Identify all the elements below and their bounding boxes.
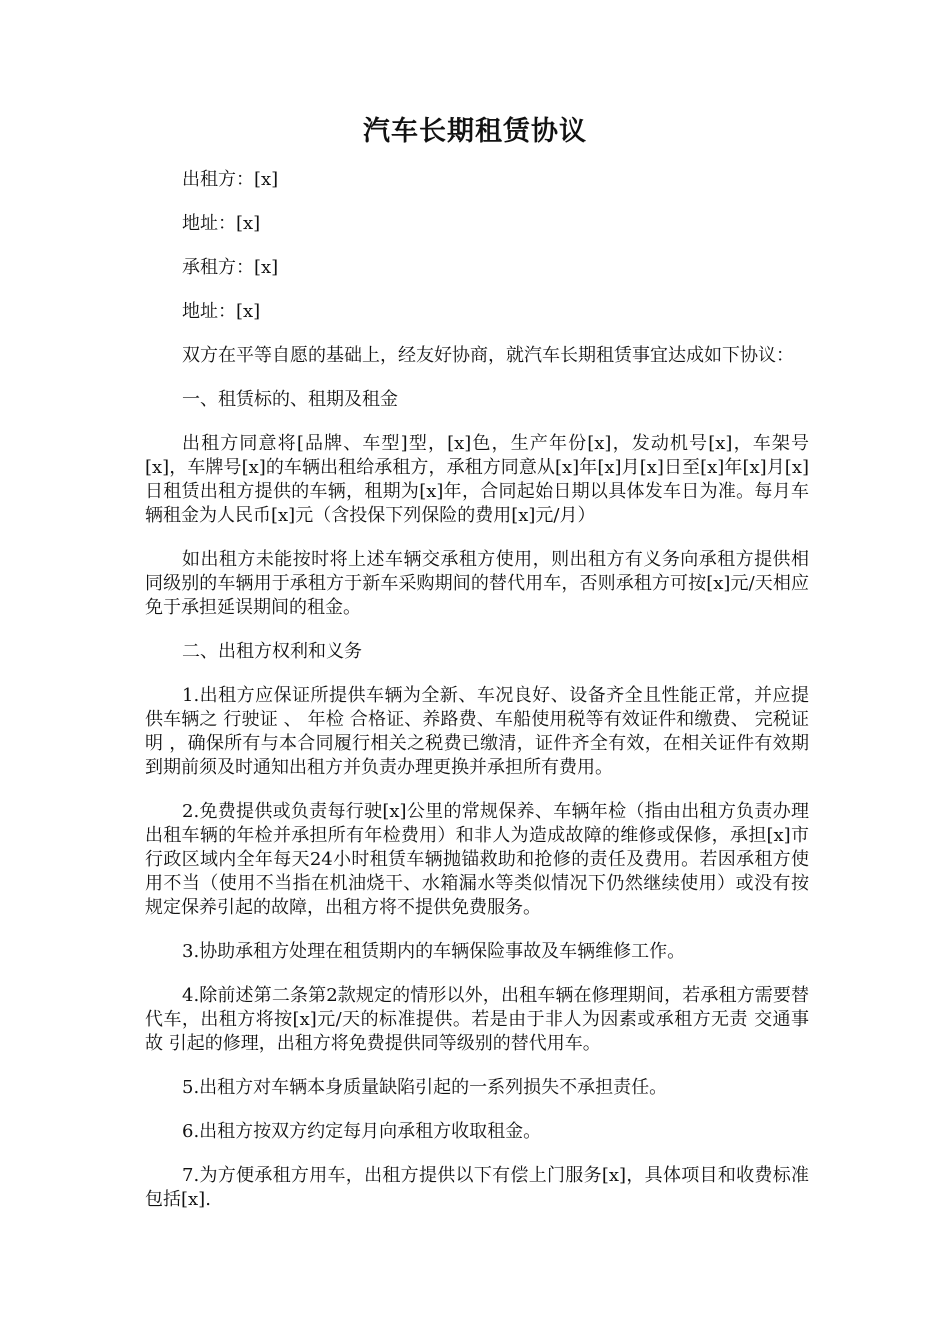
- clause-2-3: 3.协助承租方处理在租赁期内的车辆保险事故及车辆维修工作。: [182, 941, 686, 962]
- section-1-paragraph-1: 出租方同意将[品牌、车型]型，[x]色，生产年份[x]，发动机号[x]，车架号[x]，车牌号[x]的车辆出租给承租方，承租方同意从[x]年[x]月[x]日至[x]年[x]月[x]日租赁出租方提供的车辆，租期为[x]年，合同起始日期以具体发车日为准。每月车辆租金为人民币[x]元（含投保下列保险的费用[x]元/月）: [145, 433, 809, 526]
- section-heading-2: 二、出租方权利和义务: [182, 641, 362, 662]
- clause-2-4: 4.除前述第二条第2款规定的情形以外，出租车辆在修理期间，若承租方需要替代车，出租方将按[x]元/天的标准提供。若是由于非人为因素或承租方无责 交通事故 引起的修理，出租方将免费提供同等级别的替代用车。: [145, 985, 809, 1054]
- clause-2-6: 6.出租方按双方约定每月向承租方收取租金。: [182, 1121, 542, 1142]
- clause-2-1: 1.出租方应保证所提供车辆为全新、车况良好、设备齐全且性能正常，并应提供车辆之 行驶证 、 年检 合格证、养路费、车船使用税等有效证件和缴费、 完税证明 ，确保所有与本合同履行相关之税费已缴清，证件齐全有效，在相关证件有效期到期前须及时通知出租方并负责办理更换并承担所有费用。: [145, 685, 809, 778]
- lessee-address-line: 地址：[x]: [182, 301, 261, 322]
- clause-2-2: 2.免费提供或负责每行驶[x]公里的常规保养、车辆年检（指由出租方负责办理出租车辆的年检并承担所有年检费用）和非人为造成故障的维修或保修，承担[x]市行政区域内全年每天24小时租赁车辆抛锚救助和抢修的责任及费用。若因承租方使用不当（使用不当指在机油烧干、水箱漏水等类似情况下仍然继续使用）或没有按规定保养引起的故障，出租方将不提供免费服务。: [145, 801, 809, 918]
- section-heading-1: 一、租赁标的、租期及租金: [182, 389, 398, 410]
- lessor-line: 出租方：[x]: [182, 169, 279, 190]
- section-1-paragraph-2: 如出租方未能按时将上述车辆交承租方使用，则出租方有义务向承租方提供相同级别的车辆用于承租方于新车采购期间的替代用车，否则承租方可按[x]元/天相应免于承担延误期间的租金。: [145, 549, 809, 618]
- preamble-paragraph: 双方在平等自愿的基础上，经友好协商，就汽车长期租赁事宜达成如下协议：: [182, 345, 794, 366]
- clause-2-7: 7.为方便承租方用车，出租方提供以下有偿上门服务[x]，具体项目和收费标准包括[x].: [145, 1165, 809, 1210]
- document-body: [145, 168, 809, 1232]
- lessor-address-line: 地址：[x]: [182, 213, 261, 234]
- clause-2-5: 5.出租方对车辆本身质量缺陷引起的一系列损失不承担责任。: [182, 1077, 668, 1098]
- lessee-line: 承租方：[x]: [182, 257, 279, 278]
- document-title: 汽车长期租赁协议: [363, 116, 587, 147]
